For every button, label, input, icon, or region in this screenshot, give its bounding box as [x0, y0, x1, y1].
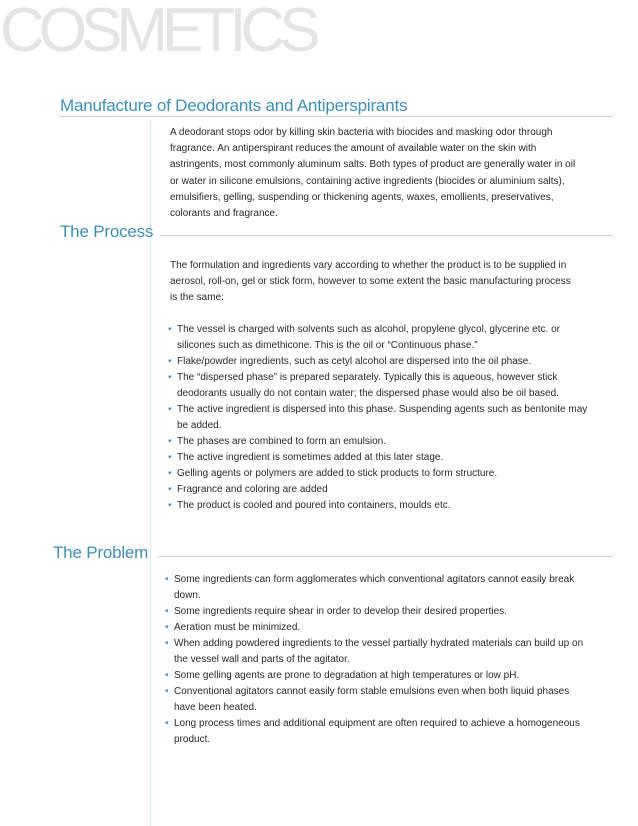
list-item	[168, 466, 588, 482]
list-item-text: The vessel is charged with solvents such as alcohol, propylene glycol, glycerine etc. or silicones such as dimethicone. This is the oil or “Continuous phase.”	[177, 324, 560, 351]
cosmetics-watermark: COSMETICS	[0, 0, 315, 65]
bullet-icon: •	[168, 404, 172, 415]
bullet-icon: •	[165, 638, 169, 649]
list-item-text: Aeration must be minimized.	[174, 622, 301, 633]
list-item-text: The product is cooled and poured into containers, moulds etc.	[177, 500, 451, 511]
section-title-manufacture: Manufacture of Deodorants and Antiperspirants	[60, 96, 408, 115]
list-item	[165, 604, 585, 620]
bullet-icon: •	[168, 436, 172, 447]
bullet-icon: •	[165, 574, 169, 585]
list-item	[168, 450, 588, 466]
process-paragraph: The formulation and ingredients vary according to whether the product is to be supplied in aerosol, roll-on, gel or stick form, however to some extent the basic manufacturing process is the same:	[170, 260, 571, 304]
bullet-icon: •	[165, 718, 169, 729]
bullet-icon: •	[168, 356, 172, 367]
list-item-text: Conventional agitators cannot easily form stable emulsions even when both liquid phases have been heated.	[174, 686, 570, 713]
list-item	[165, 636, 585, 668]
bullet-icon: •	[165, 622, 169, 633]
list-item	[168, 434, 588, 450]
bullet-icon: •	[165, 670, 169, 681]
list-item-text: Some gelling agents are prone to degradation at high temperatures or low pH.	[174, 670, 520, 681]
list-item	[168, 322, 588, 354]
section-rule-process	[160, 235, 612, 236]
list-item	[165, 572, 585, 604]
list-item	[165, 620, 585, 636]
process-steps-list	[168, 322, 588, 514]
list-item-text: Some ingredients require shear in order to develop their desired properties.	[174, 606, 507, 617]
list-item	[168, 354, 588, 370]
list-item	[168, 402, 588, 434]
section-rule-problem	[158, 556, 612, 557]
bullet-icon: •	[168, 372, 172, 383]
list-item	[165, 668, 585, 684]
list-item-text: The “dispersed phase” is prepared separately. Typically this is aqueous, however stick deodorants usually do not contain water; the dispersed phase would also be oil based.	[177, 372, 559, 399]
list-item	[168, 482, 588, 498]
manufacture-paragraph: A deodorant stops odor by killing skin bacteria with biocides and masking odor through fragrance. An antiperspirant reduces the amount of available water on the skin with astringents, most commonly aluminum salts. Both types of product are generally water in oil or water in silicone emulsions, containing active ingredients (biocides or aluminium salts), emulsifiers, gelling, suspending or thickening agents, waxes, emollients, preservatives, colorants and fragrance.	[170, 127, 576, 220]
section-title-process: The Process	[60, 222, 154, 241]
list-item-text: Some ingredients can form agglomerates which conventional agitators cannot easily break down.	[174, 574, 575, 601]
list-item	[168, 370, 588, 402]
list-item-text: The phases are combined to form an emulsion.	[177, 436, 386, 447]
bullet-icon: •	[168, 500, 172, 511]
list-item-text: Flake/powder ingredients, such as cetyl alcohol are dispersed into the oil phase.	[177, 356, 532, 367]
bullet-icon: •	[165, 686, 169, 697]
bullet-icon: •	[168, 484, 172, 495]
bullet-icon: •	[168, 324, 172, 335]
list-item-text: Fragrance and coloring are added	[177, 484, 328, 495]
list-item-text: When adding powdered ingredients to the vessel partially hydrated materials can build up on the vessel wall and parts of the agitator.	[174, 638, 584, 665]
list-item	[165, 716, 585, 748]
bullet-icon: •	[165, 606, 169, 617]
list-item-text: The active ingredient is sometimes added at this later stage.	[177, 452, 444, 463]
bullet-icon: •	[168, 452, 172, 463]
section-title-problem: The Problem	[53, 543, 149, 562]
list-item-text: Gelling agents or polymers are added to stick products to form structure.	[177, 468, 498, 479]
list-item	[165, 684, 585, 716]
problem-points-list	[165, 572, 585, 748]
bullet-icon: •	[168, 468, 172, 479]
list-item-text: Long process times and additional equipment are often required to achieve a homogeneous product.	[174, 718, 580, 745]
section-rule-manufacture	[60, 116, 612, 117]
list-item	[168, 498, 588, 514]
list-item-text: The active ingredient is dispersed into this phase. Suspending agents such as bentonite may be added.	[177, 404, 588, 431]
